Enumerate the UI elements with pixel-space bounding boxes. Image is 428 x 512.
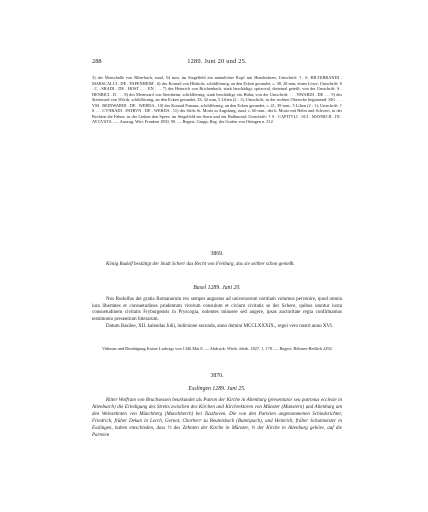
document-summary-3870 bbox=[92, 398, 342, 439]
page-header bbox=[92, 58, 342, 68]
running-title: 1289. Juni 20 und 25. bbox=[187, 58, 247, 65]
summary-text: König Rudolf bestätigt der Stadt Scherr das Recht von Freiburg, das sie seither schon genießt. bbox=[106, 262, 295, 267]
document-dateline-3869: Basel 1289. Juni 20. bbox=[193, 285, 241, 291]
note-paragraph: Vidimus und Bestätigung Kaiser Ludwigs von 1346 Mai 8. — Abdruck: Wirth. Jahrb. 1827, 1, 178. — Regest: Böhmer-Redlich 2292. bbox=[102, 346, 333, 351]
summary-text: Ritter Wolfram von Bruchsessen beurkundet als Patron der Kirche in Altenburg (presentator seu patronus ecclesie in Altenburch) die Erledigung des Streits zwischen des Kirchen und Kirchrektoren von Münster (Munstern) und Altenburg um den Weinzehnten von Münchberg (Munchberch) bei Tuzzhoven. Die von den Parteien angenommenen Schiedsrichter, Friedrich, früher Dekan in Lorch, Gernot, Chorherr zu Beutelsbach (Butelspach), und Heinrich, früher Schulmeister in Esslingen, haben entschieden, dass ⅔ des Zehnten der Kirche in Münster, ⅓ der Kirche in Altenburg gehöre, auf die Parteien bbox=[92, 398, 342, 438]
document-dateline-3870: Esslingen 1289. Juni 25. bbox=[188, 386, 246, 392]
document-body-3869 bbox=[92, 297, 342, 331]
seal-description-continuation: 3) der Marschalle von Biberbach, rund, 54 mm, im Siegelfeld ein mänulicher Kopf mit Hundeohren; Umschrift: †. S. HILTEBRANDI . MARSCALCI . DE . PAPENHEIM . 6) des Konrad von Hilsholz, schildförmig, an den Ecken gerundet, c. 38, 28 mm, einen Löwe; Umschrift: S . C . SRADI . DE . HOST . . . EN . . . 7) des Heinrich von Brichenbach, stark beschädigt, spitzoval, dreieinal geteilt; von der Umschrift: S . HENRICI . D . . . 8) des Meinward von Steinheim, schildförmig, stark beschädigt, ein Bühn; von der Umschrift: . . . NWARDI . DE . . . 9) des Steinward von Wörth, schildförmig, an den Ecken gerundet, 33, 32 mm, 5 Lilien (2 : 1); Umschrift, in der rechten Oberecke beginnend: SIG . . . VM . REINWARDI . DE . WERDA . 10) des Konrad Patrauu, schildförmig, an den Ecken gerundet, c. 41, 39 mm., 5 Lilien (2 : 1); Umschrift: † S . . . CVNRADI . PATRVN . DE . WERDA . 11) des Stifts St. Moriz in Augsburg, rund, c. 60 mm., der h. Moriz mit Helm und Schwert, in der Rechten die Fahne, in der Linken den Speer; im Siegelfeld ein Stern und ein Halbmond; Umschrift: † S . CAPITVLI . SCI . MAVRICII . IN . AVGVSTA . — Auszug: Wirt. Franken 1850, 90. — Regest: Grupp, Reg. der Grafen von Ottingen n. 312. bbox=[92, 75, 342, 124]
body-paragraph: Nos Rudolfus dei gratia Romanorum rex semper augustus ad universorum notitiam volumus pervenire, quod omnia iura libertates et consuetudines prudentum virorum consulum et civium civitatis se der Schere, quibus utuntur iuxta consuetudinem civitatis Fryburgensis in Pryscogia, nolentes minuere sed augere, ipsas auctoritate regia confirmamus testimonio presentium litterarum. bbox=[92, 297, 342, 323]
document-number-3869: 3869. bbox=[210, 251, 224, 257]
document-notes-3869 bbox=[92, 346, 342, 351]
body-paragraph: Datum Basilee, XII. kalendas Julii, indictione secunda, anno domini MCCLXXXIX., regni vero nostri anno XVI. bbox=[106, 323, 334, 329]
document-number-3870: 3870. bbox=[210, 373, 224, 379]
document-summary-3869 bbox=[92, 262, 342, 269]
page-number: 288 bbox=[92, 58, 102, 65]
